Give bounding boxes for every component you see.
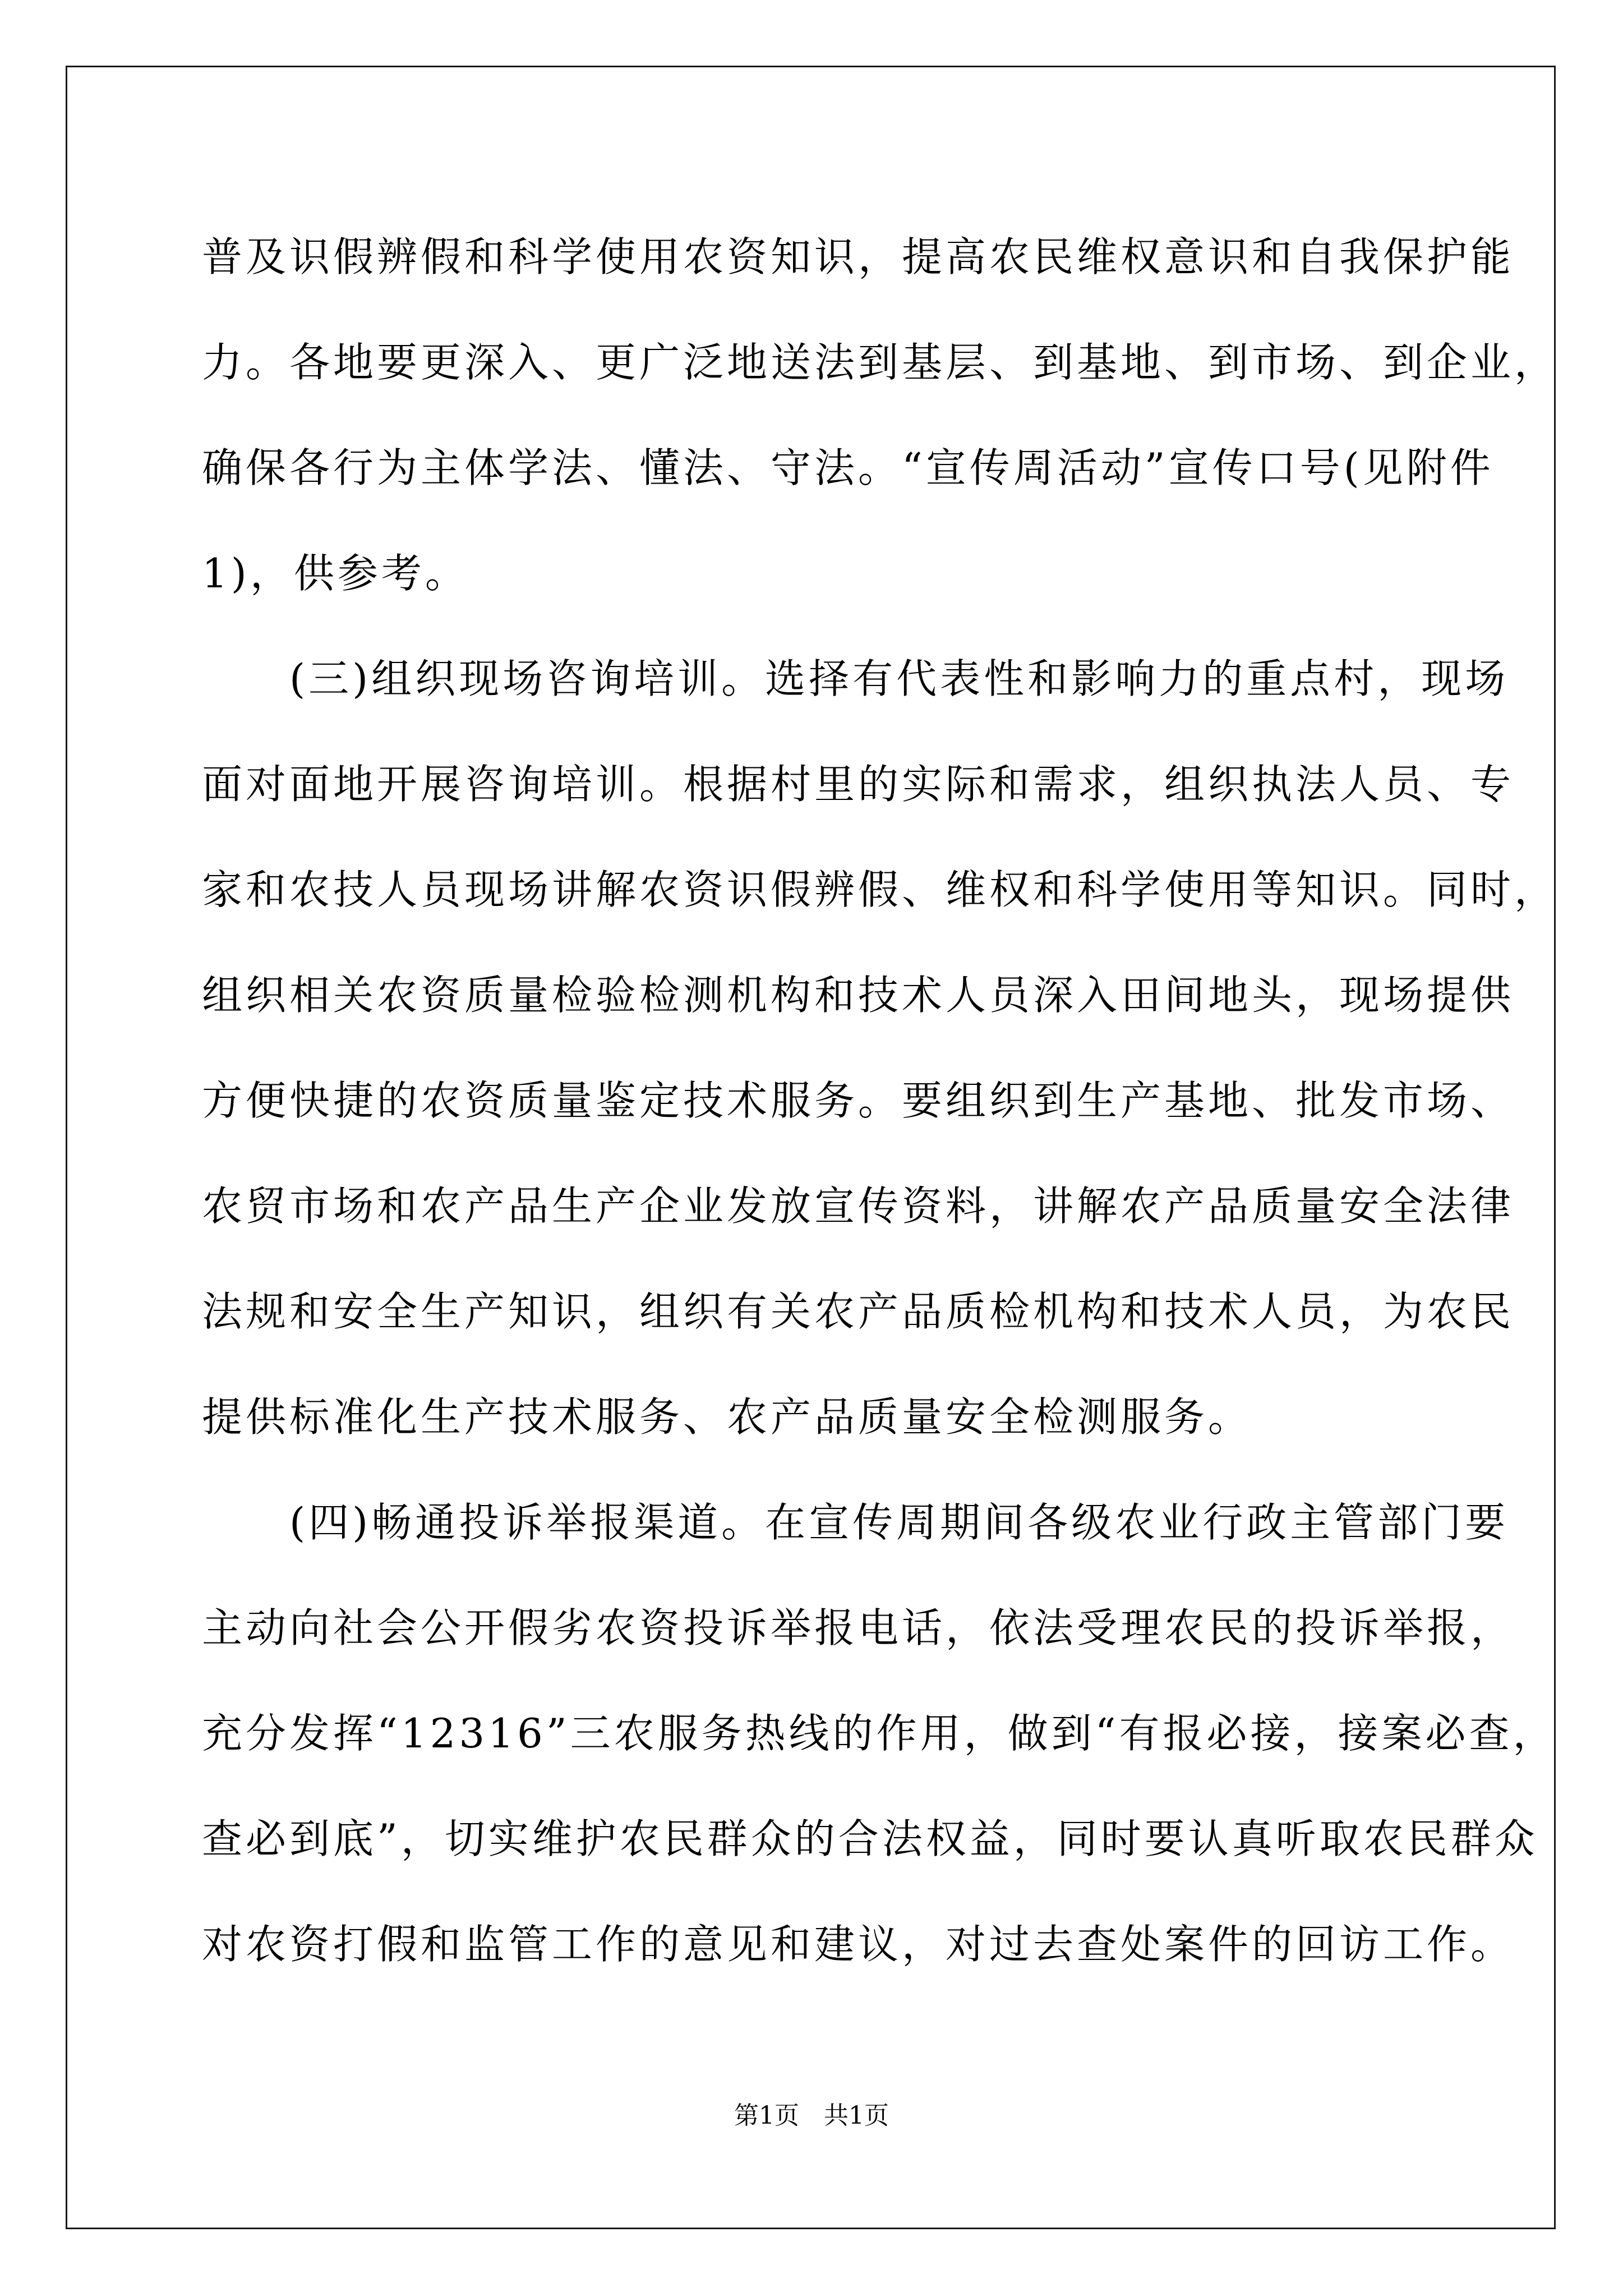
text-line: 组织相关农资质量检验检测机构和技术人员深入田间地头，现场提供 xyxy=(202,972,1515,1019)
text-line: 家和农技人员现场讲解农资识假辨假、维权和科学使用等知识。同时， xyxy=(202,866,1559,913)
text-line: 查必到底”，切实维护农民群众的合法权益，同时要认真听取农民群众 xyxy=(202,1815,1538,1862)
text-line: 面对面地开展咨询培训。根据村里的实际和需求，组织执法人员、专 xyxy=(202,761,1515,808)
text-line: 充分发挥“12316”三农服务热线的作用，做到“有报必接，接案必查， xyxy=(202,1710,1557,1757)
text-line: 对农资打假和监管工作的意见和建议，对过去查处案件的回访工作。 xyxy=(202,1921,1515,1968)
text-line: 主动向社会公开假劣农资投诉举报电话，依法受理农民的投诉举报， xyxy=(202,1604,1515,1651)
page-number-footer: 第1页 共1页 xyxy=(734,2101,889,2130)
text-line: 1)，供参考。 xyxy=(202,550,469,597)
text-line: 确保各行为主体学法、懂法、守法。“宣传周活动”宣传口号(见附件 xyxy=(202,444,1494,491)
text-line: 法规和安全生产知识，组织有关农产品质检机构和技术人员，为农民 xyxy=(202,1288,1515,1335)
text-line: 提供标准化生产技术服务、农产品质量安全检测服务。 xyxy=(202,1393,1252,1441)
body-text xyxy=(202,212,1559,2005)
text-line: 力。各地要更深入、更广泛地送法到基层、到基地、到市场、到企业， xyxy=(202,339,1559,386)
text-line: 方便快捷的农资质量鉴定技术服务。要组织到生产基地、批发市场、 xyxy=(202,1077,1515,1124)
text-line: 普及识假辨假和科学使用农资知识，提高农民维权意识和自我保护能 xyxy=(202,233,1515,280)
text-line: 农贸市场和农产品生产企业发放宣传资料，讲解农产品质量安全法律 xyxy=(202,1182,1515,1230)
text-line: (四)畅通投诉举报渠道。在宣传周期间各级农业行政主管部门要 xyxy=(202,1499,1509,1546)
text-line: (三)组织现场咨询培训。选择有代表性和影响力的重点村，现场 xyxy=(202,655,1509,702)
